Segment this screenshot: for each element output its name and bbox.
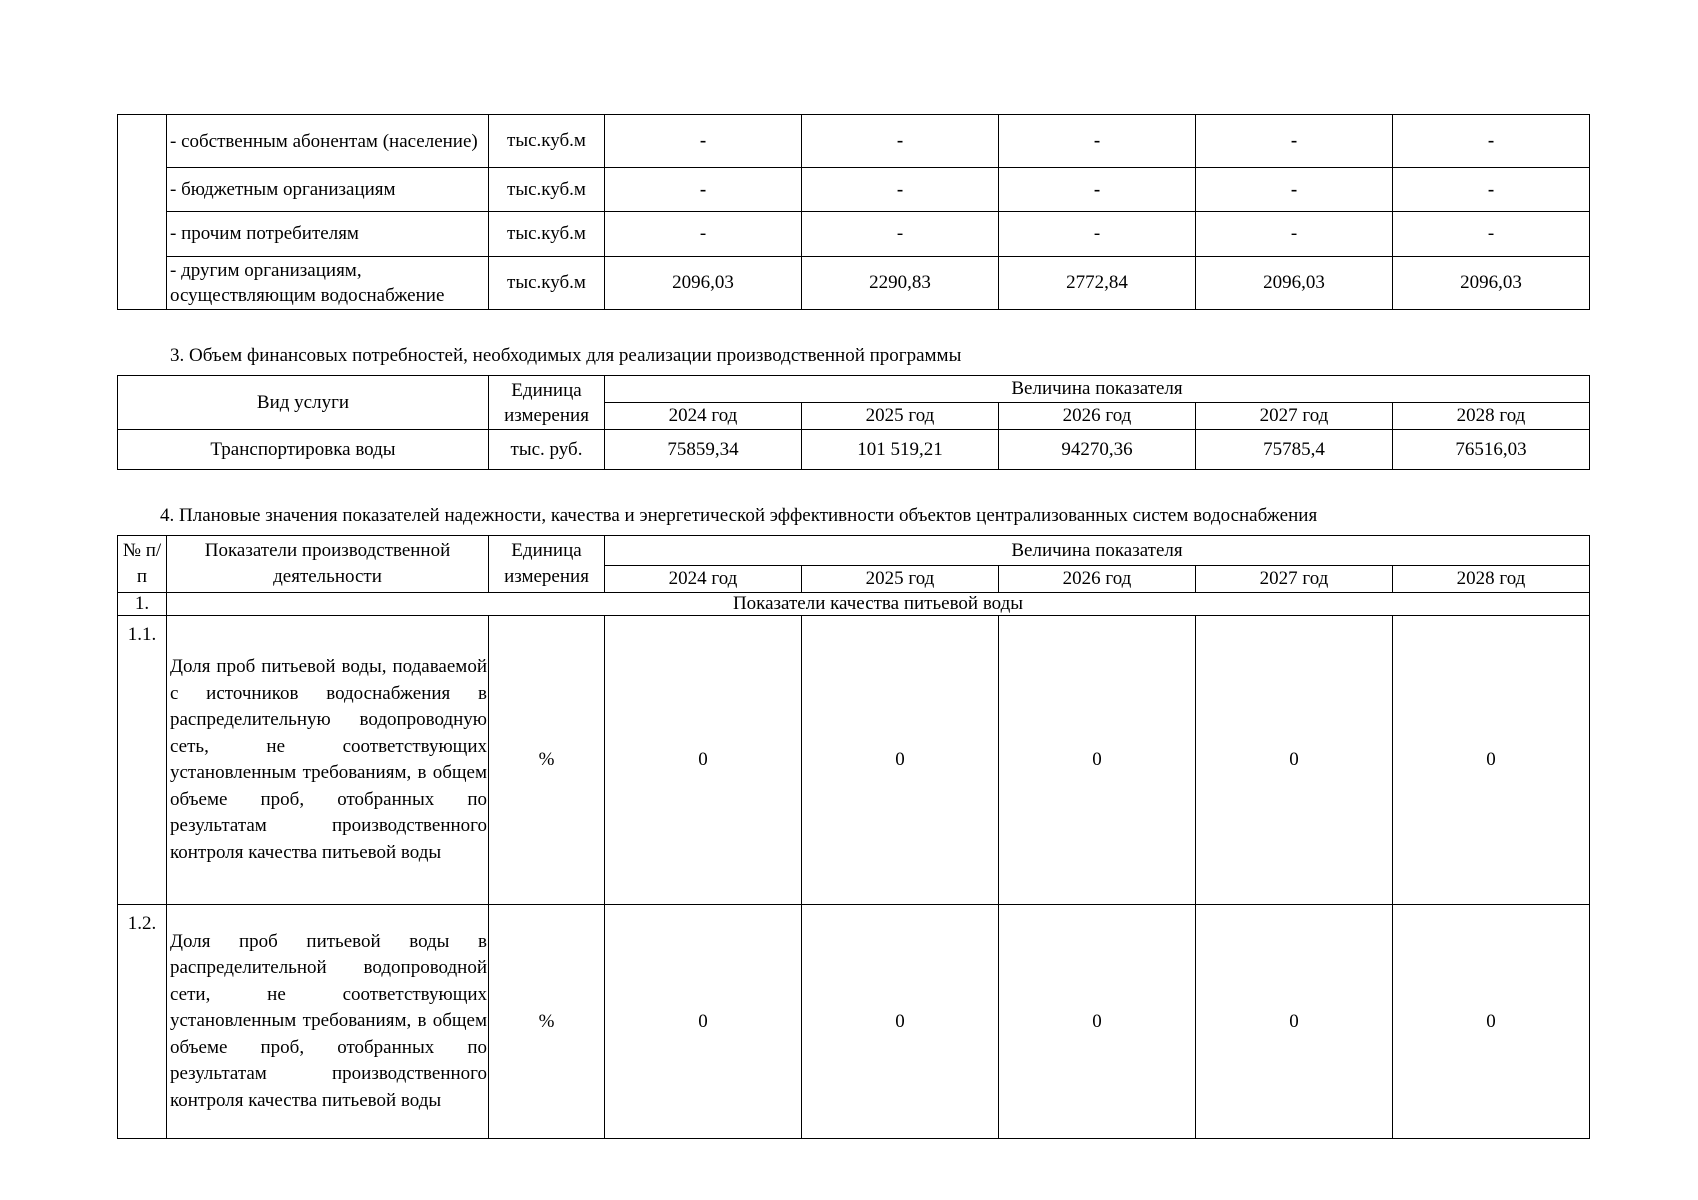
value-cell: - [605, 212, 802, 257]
value-cell: 2096,03 [1393, 257, 1590, 310]
value-cell: 101 519,21 [802, 430, 999, 470]
value-cell: - [1393, 212, 1590, 257]
row-label: - другим организациям, осуществляющим водоснабжение [167, 257, 489, 310]
value-cell: - [1196, 115, 1393, 168]
value-cell: 75859,34 [605, 430, 802, 470]
row-label: - собственным абонентам (население) [167, 115, 489, 168]
value-cell: 0 [999, 905, 1196, 1139]
num-cell [118, 115, 167, 310]
value-cell: 0 [1196, 905, 1393, 1139]
table-row [118, 115, 1590, 168]
indicators-table [117, 535, 1590, 1139]
year-header: 2024 год [605, 566, 802, 593]
unit-cell: тыс. руб. [489, 430, 605, 470]
service-header: Вид услуги [118, 376, 489, 430]
table-row [118, 905, 1590, 1139]
service-cell: Транспортировка воды [118, 430, 489, 470]
value-cell: 0 [1393, 905, 1590, 1139]
table-row [118, 430, 1590, 470]
value-cell: 0 [802, 905, 999, 1139]
value-cell: - [1393, 115, 1590, 168]
section-3-caption: 3. Объем финансовых потребностей, необходимых для реализации производственной программы [170, 345, 962, 366]
unit-header: Единица измерения [489, 376, 605, 430]
value-cell: 75785,4 [1196, 430, 1393, 470]
value-cell: 0 [1196, 616, 1393, 905]
year-header: 2025 год [802, 566, 999, 593]
value-cell: - [999, 168, 1196, 212]
value-cell: 2096,03 [1196, 257, 1393, 310]
year-header: 2028 год [1393, 403, 1590, 430]
year-header: 2026 год [999, 566, 1196, 593]
row-num: 1.2. [118, 905, 167, 1139]
group-title: Показатели качества питьевой воды [167, 593, 1590, 616]
table-row [118, 212, 1590, 257]
year-header: 2024 год [605, 403, 802, 430]
unit-cell: % [489, 616, 605, 905]
table-row [118, 257, 1590, 310]
value-cell: 0 [605, 616, 802, 905]
value-cell: 0 [605, 905, 802, 1139]
group-num: 1. [118, 593, 167, 616]
value-cell: - [605, 115, 802, 168]
value-cell: 0 [999, 616, 1196, 905]
value-cell: - [999, 212, 1196, 257]
row-label: - бюджетным организациям [167, 168, 489, 212]
table-row [118, 616, 1590, 905]
unit-cell: тыс.куб.м [489, 168, 605, 212]
value-cell: - [605, 168, 802, 212]
unit-cell: % [489, 905, 605, 1139]
year-header: 2025 год [802, 403, 999, 430]
consumption-table [117, 114, 1590, 310]
value-cell: 76516,03 [1393, 430, 1590, 470]
unit-cell: тыс.куб.м [489, 257, 605, 310]
value-cell: - [802, 115, 999, 168]
value-cell: 0 [1393, 616, 1590, 905]
year-header: 2027 год [1196, 403, 1393, 430]
table-row [118, 168, 1590, 212]
row-label: - прочим потребителям [167, 212, 489, 257]
indicator-text: Доля проб питьевой воды в распределительной водопроводной сети, не соответствующих установленным требованиям, в общем объеме проб, отобранных по результатам производственного контроля качества питьевой воды [167, 905, 489, 1139]
year-header: 2027 год [1196, 566, 1393, 593]
value-cell: - [802, 212, 999, 257]
value-header: Величина показателя [605, 536, 1590, 566]
indicator-header: Показатели производственной деятельности [167, 536, 489, 593]
unit-cell: тыс.куб.м [489, 115, 605, 168]
value-cell: - [802, 168, 999, 212]
finance-table [117, 375, 1590, 470]
row-num: 1.1. [118, 616, 167, 905]
section-4-caption: 4. Плановые значения показателей надежности, качества и энергетической эффективности объектов централизованных систем водоснабжения [160, 505, 1318, 526]
group-row [118, 593, 1590, 616]
value-cell: 2096,03 [605, 257, 802, 310]
value-cell: 2772,84 [999, 257, 1196, 310]
unit-cell: тыс.куб.м [489, 212, 605, 257]
num-header: № п/п [118, 536, 167, 593]
year-header: 2028 год [1393, 566, 1590, 593]
value-cell: 94270,36 [999, 430, 1196, 470]
value-cell: 0 [802, 616, 999, 905]
value-header: Величина показателя [605, 376, 1590, 403]
value-cell: - [1196, 212, 1393, 257]
value-cell: - [999, 115, 1196, 168]
unit-header: Единица измерения [489, 536, 605, 593]
value-cell: - [1196, 168, 1393, 212]
value-cell: - [1393, 168, 1590, 212]
year-header: 2026 год [999, 403, 1196, 430]
indicator-text: Доля проб питьевой воды, подаваемой с источников водоснабжения в распределительную водопроводную сеть, не соответствующих установленным требованиям, в общем объеме проб, отобранных по результатам производственного контроля качества питьевой воды [167, 616, 489, 905]
value-cell: 2290,83 [802, 257, 999, 310]
